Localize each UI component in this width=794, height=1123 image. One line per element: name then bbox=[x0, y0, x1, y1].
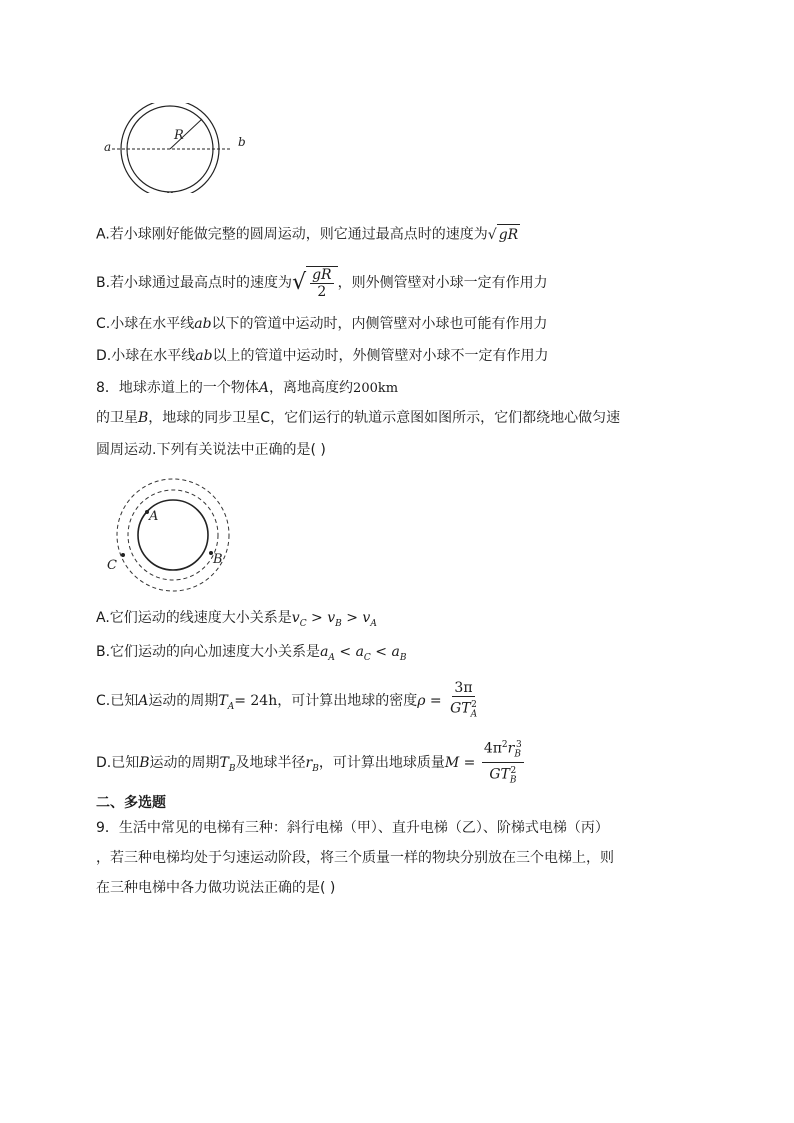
q8-option-c: C.已知A运动的周期$T_A= 24h$，可计算出地球的密度ρ = $\frac{3\pi}{GT_A^2}$ bbox=[96, 680, 481, 726]
circular-tube-figure bbox=[98, 103, 258, 193]
label-B: B bbox=[213, 552, 223, 567]
label-a: a bbox=[104, 140, 112, 154]
q9-stem-line2: ，若三种电梯均处于匀速运动阶段，将三个质量一样的物块分别放在三个电梯上，则 bbox=[96, 850, 614, 866]
q8-option-d: D.已知B运动的周期$T_B$及地球半径$r_B$，可计算出地球质量M = $\frac{4\pi^2r_B^3}{GT_B^2}$ bbox=[96, 737, 526, 789]
section-title-multiple-choice: 二、多选题 bbox=[96, 795, 166, 811]
orbit-b-dashed bbox=[128, 490, 218, 580]
q7-option-a: A.若小球刚好能做完整的圆周运动，则它通过最高点时的速度为 √ gR bbox=[96, 224, 520, 245]
q7-option-d: D.小球在水平线ab以上的管道中运动时，外侧管壁对小球不一定有作用力 bbox=[96, 348, 549, 364]
q8-option-b: B.它们运动的向心加速度大小关系是$a_A < a_C < a_B$ bbox=[96, 644, 407, 663]
label-A: A bbox=[149, 509, 159, 524]
label-b: b bbox=[238, 135, 246, 149]
q8-stem-line3: 圆周运动.下列有关说法中正确的是( ) bbox=[96, 442, 326, 458]
point-C bbox=[121, 553, 125, 557]
mass-fraction: $\frac{4\pi^2r_B^3}{GT_B^2}$ bbox=[482, 737, 524, 789]
q8-stem-line2: 的卫星B，地球的同步卫星C，它们运行的轨道示意图如图所示，它们都绕地心做匀速 bbox=[96, 410, 621, 426]
sqrt-gR: √ gR bbox=[488, 224, 520, 245]
orbit-c-dashed bbox=[117, 479, 229, 591]
label-R: R bbox=[174, 128, 184, 143]
q8-stem-line1: 8．地球赤道上的一个物体A，离地高度约200km bbox=[96, 380, 399, 396]
q9-stem-line3: 在三种电梯中各力做功说法正确的是( ) bbox=[96, 880, 336, 896]
label-C: C bbox=[107, 558, 117, 573]
sqrt-gR-over-2: √ $\frac{gR}{2}$ bbox=[292, 266, 338, 300]
density-fraction: $\frac{3\pi}{GT_A^2}$ bbox=[450, 680, 478, 720]
q9-stem-line1: 9．生活中常见的电梯有三种：斜行电梯（甲）、直升电梯（乙）、阶梯式电梯（丙） bbox=[96, 820, 609, 836]
orbit-figure bbox=[103, 477, 243, 593]
q8-option-a: A.它们运动的线速度大小关系是$v_C > v_B > v_A$ bbox=[96, 610, 377, 629]
q7-option-c: C.小球在水平线ab以下的管道中运动时，内侧管壁对小球也可能有作用力 bbox=[96, 316, 548, 332]
tube-outer-circle bbox=[121, 103, 219, 193]
q7-option-b: B.若小球通过最高点时的速度为 √ $\frac{gR}{2}$ ，则外侧管壁对小球一定有作用力 bbox=[96, 267, 548, 300]
